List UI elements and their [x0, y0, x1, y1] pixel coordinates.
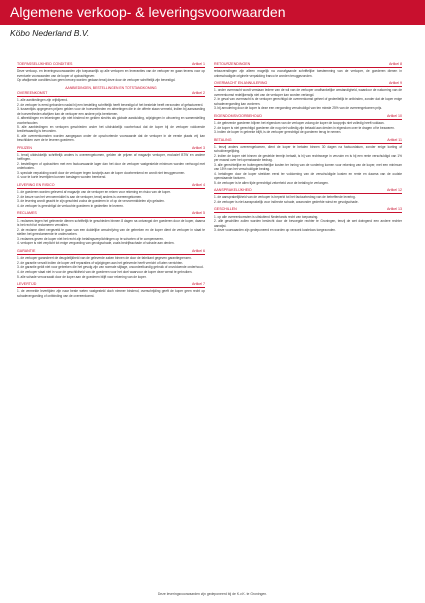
- heading-text: LEVERING EN RISICO: [17, 182, 55, 187]
- clause-paragraph: 2. alle geschillen zullen worden beslecht door de bevoegde rechter te Groningen, tenzij de wet dwingend een andere rechter aanwijst.: [214, 219, 402, 228]
- section-heading: [214, 207, 402, 213]
- article-number: Artikel 11: [387, 137, 402, 142]
- clause-paragraph: 4. de verkoper staat niet in voor de geschiktheid van de goederen voor het doel waarvoor de koper deze wenst te gebruiken.: [17, 269, 193, 274]
- clause-paragraph: 4. verkoper is niet verplicht tot enige vergoeding van gevolgschade, zoals bedrijfsschade of schade aan derden.: [17, 241, 175, 246]
- document-title: Algemene verkoop- & leveringsvoorwaarden: [10, 4, 286, 20]
- footer-note: Deze leveringsvoorwaarden zijn gedeponeerd bij de K.v.K. te Groningen.: [157, 592, 268, 596]
- section-subheading: AANBIEDINGEN, BESTELLINGEN EN TOTSTANDKOMING: [65, 85, 157, 90]
- clause-paragraph: 4. voor te korte levertijden kunnen toeslagen worden berekend.: [17, 175, 107, 180]
- article-section: [17, 183, 205, 209]
- heading-text: LEVERTIJD: [17, 281, 37, 286]
- clause-paragraph: Op afwijkende condities kan geen beroep worden gedaan tenzij deze door de verkoper schriftelijk zijn bevestigd.: [17, 78, 176, 83]
- heading-text: GARANTIE: [17, 248, 36, 253]
- article-section: [17, 86, 205, 143]
- clause-paragraph: 5. alle aanbiedingen en verkopen geschieden onder het uitdrukkelijk voorbehoud dat de koper bij de verkoper voldoende kredietwaardig is bevonden.: [17, 125, 205, 134]
- article-section: [214, 114, 402, 135]
- article-section: [214, 188, 402, 204]
- clause-paragraph: 3. reclames geven de koper niet het recht zijn betalingsverplichtingen op te schorten of te compenseren.: [17, 236, 164, 241]
- clause-paragraph: 2. de reclame dient vergezeld te gaan van een duidelijke omschrijving van de gebreken en de koper dient de verkoper in staat te stellen het gereclameerde te onderzoeken.: [17, 227, 205, 236]
- article-section: [214, 62, 402, 78]
- section-heading: [17, 62, 205, 68]
- heading-text: BETALING: [214, 137, 232, 142]
- clause-paragraph: 1. alle aanbiedingen zijn vrijblijvend.: [17, 98, 68, 103]
- article-number: Artikel 1: [192, 62, 205, 66]
- heading-text: AANSPRAKELIJKHEID: [214, 187, 252, 192]
- article-section: [214, 138, 402, 185]
- article-section: [17, 249, 205, 279]
- section-heading: [17, 183, 205, 189]
- section-heading: [17, 249, 205, 255]
- article-number: Artikel 7: [192, 281, 205, 286]
- article-section: [17, 146, 205, 180]
- clause-paragraph: 1. de aansprakelijkheid van de verkoper is beperkt tot het factuurbedrag van de betreffende levering.: [214, 195, 356, 200]
- clause-paragraph: 2. in geval van overmacht is de verkoper gerechtigd de overeenkomst geheel of gedeeltelijk te ontbinden, zonder dat de koper enige schadevergoeding kan vorderen.: [214, 97, 402, 106]
- clause-paragraph: 1. de verkoper garandeert de deugdelijkheid van de geleverde zaken binnen de door de fabrikant gegeven garantiegrenzen.: [17, 256, 192, 261]
- section-heading: [214, 114, 402, 120]
- article-number: Artikel 3: [192, 145, 205, 150]
- clause-paragraph: 1. de vermelde levertijden zijn naar beste weten vastgesteld doch nimmer bindend, overschrijding geeft de koper geen recht op schadevergoeding of ontbinding van de overeenkomst.: [17, 289, 205, 298]
- clause-paragraph: 5. alle schade veroorzaakt door de koper aan de goederen blijft voor rekening van de koper.: [17, 274, 147, 279]
- article-section: [214, 207, 402, 232]
- clause-paragraph: 1. tenzij uitdrukkelijk schriftelijk anders is overeengekomen, gelden de prijzen af magazijn verkoper, exclusief BTW en andere heffingen.: [17, 153, 205, 162]
- heading-text: OVEREENKOMST: [17, 90, 48, 95]
- clause-paragraph: 1. de goederen worden geleverd af magazijn van de verkoper en reizen voor rekening en risico van de koper.: [17, 190, 171, 195]
- clause-paragraph: 2. de verkoper is niet aansprakelijk voor indirecte schade, waaronder gederfde winst en gevolgschade.: [214, 199, 359, 204]
- clause-paragraph: 3. bij annulering door de koper is deze een vergoeding verschuldigd van ten minste 25% van de overeengekomen prijs.: [214, 106, 383, 111]
- clause-paragraph: 2. de koper is niet gerechtigd goederen die nog niet volledig zijn betaald aan derden in eigendom over te dragen of te bezwaren.: [214, 125, 395, 130]
- clause-paragraph: 2. de garantie vervalt indien de koper zelf reparaties of wijzigingen aan het geleverde heeft verricht of laten verrichten.: [17, 260, 184, 265]
- clause-paragraph: 1. de geleverde goederen blijven het eigendom van de verkoper zolang de koper de koopprijs niet volledig heeft voldaan.: [214, 120, 385, 125]
- heading-text: RETOURZENDINGEN: [214, 62, 251, 66]
- heading-text: GESCHILLEN: [214, 207, 237, 212]
- clause-paragraph: 3. alle gerechtelijke en buitengerechtelijke kosten ter inning van de vordering komen voor rekening van de koper, met een minimum van 15% van het verschuldigde bedrag.: [214, 162, 402, 172]
- article-section: [214, 81, 402, 111]
- clause-paragraph: 5. de verkoper is te allen tijde gerechtigd zekerheid voor de betaling te verlangen.: [214, 180, 329, 185]
- clause-paragraph: 2. de verkoper is eerst gebonden nadat hij een bestelling schriftelijk heeft bevestigd of het bestelde heeft verzonden of gefactureerd.: [17, 102, 204, 107]
- article-number: Artikel 8: [389, 62, 402, 66]
- section-heading: [17, 211, 205, 217]
- heading-text: TOEPASSELIJKHEID CONDITIES: [17, 62, 73, 66]
- clause-paragraph: 3. indien de koper in gebreke blijft, is de verkoper gerechtigd de goederen terug te nemen.: [214, 130, 342, 135]
- clause-paragraph: 3. de garantie geldt niet voor gebreken die het gevolg zijn van normale slijtage, onoordeelkundig gebruik of onvoldoende onderhoud.: [17, 265, 204, 270]
- title-banner: [0, 0, 425, 25]
- article-number: Artikel 6: [192, 248, 205, 253]
- right-column: [214, 62, 402, 235]
- clause-paragraph: 1. reclames tegen het geleverde dienen schriftelijk te geschieden binnen 8 dagen na ontvangst der goederen door de koper, daarna is het recht tot reclameren vervallen.: [17, 218, 205, 228]
- heading-text: RECLAMES: [17, 211, 37, 216]
- clause-paragraph: 3. deze voorwaarden zijn gedeponeerd en worden op verzoek kosteloos toegezonden.: [214, 228, 336, 233]
- clause-paragraph: 4. betalingen door de koper strekken eerst ter voldoening van de verschuldigde kosten en rente en daarna van de oudste openstaande facturen.: [214, 171, 402, 180]
- heading-text: PRIJZEN: [17, 145, 32, 150]
- clause-paragraph: 2. bestellingen of opdrachten met een factuurwaarde lager dan het door de verkoper vastgestelde minimum worden verhoogd met orderkosten.: [17, 161, 205, 171]
- clause-paragraph: 4. afbeeldingen en tekeningen zijn niet bindend en gelden slechts als globale aanduiding, wijzigingen in uitvoering en samenstelling voorbehouden.: [17, 116, 205, 125]
- company-name: Köbo Nederland B.V.: [10, 28, 90, 38]
- clause-paragraph: retourzendingen zijn alleen mogelijk na voorafgaande schriftelijke toestemming van de verkoper, de goederen dienen in onbeschadigde originele verpakking franco te worden teruggezonden.: [214, 69, 402, 78]
- article-section: [17, 282, 205, 298]
- clause-paragraph: 2. de keuze van het vervoermiddel is aan de verkoper, tenzij anders is overeengekomen.: [17, 194, 143, 199]
- clause-paragraph: 1. tenzij anders overeengekomen, dient de koper te betalen binnen 30 dagen na factuurdatum, zonder enige korting of schuldvergelijking.: [214, 145, 402, 154]
- clause-paragraph: 2. indien de koper niet binnen de gestelde termijn betaalt, is hij van rechtswege in verzuim en is hij een rente verschuldigd van 1% per maand over het openstaande bedrag.: [214, 153, 402, 163]
- article-number: Artikel 10: [387, 113, 402, 118]
- section-heading: [17, 91, 205, 97]
- article-number: Artikel 9: [389, 80, 402, 85]
- heading-text: EIGENDOMSVOORBEHOUD: [214, 113, 262, 118]
- article-number: Artikel 5: [192, 211, 205, 216]
- section-heading: [17, 146, 205, 152]
- clause-paragraph: Deze verkoop- en leveringsvoorwaarden zijn toepasselijk op alle verkopen en leveranties van de verkoper en gaan tevens voor op eventuele voorwaarden van de koper of opdrachtgever.: [17, 69, 205, 78]
- clause-paragraph: 1. op alle overeenkomsten is uitsluitend Nederlands recht van toepassing.: [214, 214, 319, 219]
- clause-paragraph: 1. onder overmacht wordt verstaan iedere van de wil van de verkoper onafhankelijke omstandigheid, waardoor de nakoming van de overeenkomst redelijkerwijs niet van de verkoper kan worden verlangd.: [214, 88, 402, 97]
- clause-paragraph: 6. alle overeenkomsten worden aangegaan onder de opschortende voorwaarde dat de verkoper in de eerste plaats vrij kan beschikken over de te leveren goederen.: [17, 134, 205, 143]
- clause-paragraph: 3. speciale verpakking wordt door de verkoper tegen kostprijs aan de koper doorberekend en wordt niet teruggenomen.: [17, 170, 186, 175]
- article-number: Artikel 4: [192, 182, 205, 187]
- article-number: Artikel 2: [192, 90, 205, 95]
- heading-text: OVERMACHT EN ANNULERING: [214, 80, 268, 85]
- section-heading: [214, 62, 402, 68]
- article-section: [17, 62, 205, 83]
- clause-paragraph: 4. de verkoper is gerechtigd de verkochte goederen in gedeelten te leveren.: [17, 204, 124, 209]
- section-heading: [214, 81, 402, 87]
- left-column: [17, 62, 205, 301]
- article-number: Artikel 12: [387, 187, 402, 192]
- section-heading: [214, 138, 402, 144]
- article-section: [17, 211, 205, 245]
- section-heading: [214, 188, 402, 194]
- section-heading: [17, 282, 205, 288]
- article-number: Artikel 13: [387, 207, 402, 212]
- clause-paragraph: 3. de levering wordt geacht te zijn geschied zodra de goederen in of op de vervoermiddelen zijn geladen.: [17, 199, 165, 204]
- clause-paragraph: 3. tussentijds opgegeven prijzen gelden voor de hoeveelheden en afmetingen die in de offerte staan vermeld, indien bij aanvaarding de hoeveelheden afwijken kan de verkoper een andere prijs berekenen.: [17, 107, 205, 116]
